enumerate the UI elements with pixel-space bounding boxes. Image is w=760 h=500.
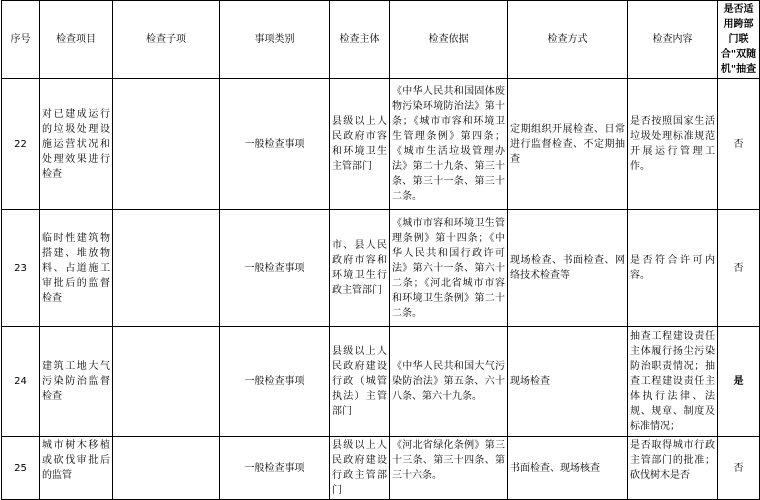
cell-basis: 《中华人民共和国固体废物污染环境防治法》第十条；《城市市容和环境卫生管理条例》第四条；《城市生活垃圾管理办法》第二十九条、第三十条、第三十一条、第三十二条。	[390, 79, 508, 210]
cell-basis: 《河北省绿化条例》第三十三条、第三十四条、第三十六条。	[390, 437, 508, 500]
header-category: 事项类别	[220, 1, 330, 79]
cell-method: 现场检查	[508, 327, 628, 437]
cell-random: 否	[718, 210, 760, 327]
cell-method: 定期组织开展检查、日常进行监督检查、不定期抽查	[508, 79, 628, 210]
cell-random: 否	[718, 437, 760, 500]
inspection-table	[1, 0, 760, 500]
cell-method: 现场检查、书面检查、网络技术检查等	[508, 210, 628, 327]
cell-subitem	[113, 437, 220, 500]
cell-item: 城市树木移植或砍伐审批后的监管	[40, 437, 113, 500]
cell-subject: 县级以上人民政府建设行政（城管执法）主管部门	[330, 327, 390, 437]
cell-content: 是否按照国家生活垃圾处理标准规范开展运行管理工作。	[628, 79, 718, 210]
header-subitem: 检查子项	[113, 1, 220, 79]
cell-category: 一般检查事项	[220, 210, 330, 327]
table-row	[2, 210, 760, 327]
cell-random: 否	[718, 79, 760, 210]
header-item: 检查项目	[40, 1, 113, 79]
cell-category: 一般检查事项	[220, 79, 330, 210]
header-method: 检查方式	[508, 1, 628, 79]
table-row	[2, 327, 760, 437]
table-header-row	[2, 1, 760, 79]
cell-seq: 22	[2, 79, 40, 210]
header-basis: 检查依据	[390, 1, 508, 79]
cell-subject: 市、县人民政府市容和环境卫生行政主管部门	[330, 210, 390, 327]
table-row	[2, 79, 760, 210]
cell-content: 是否取得城市行政主管部门的批准；砍伐树木是否	[628, 437, 718, 500]
cell-random: 是	[718, 327, 760, 437]
cell-subitem	[113, 210, 220, 327]
cell-seq: 24	[2, 327, 40, 437]
cell-item: 临时性建筑物搭建、堆放物料、占道施工审批后的监督检查	[40, 210, 113, 327]
table-row	[2, 437, 760, 500]
cell-category: 一般检查事项	[220, 327, 330, 437]
cell-content: 是否符合许可内容。	[628, 210, 718, 327]
cell-seq: 25	[2, 437, 40, 500]
header-random: 是否适用跨部门联合"双随机"抽查	[718, 1, 760, 79]
header-seq: 序号	[2, 1, 40, 79]
header-content: 检查内容	[628, 1, 718, 79]
cell-subitem	[113, 79, 220, 210]
cell-subject: 县级以上人民政府市容和环境卫生主管部门	[330, 79, 390, 210]
cell-subitem	[113, 327, 220, 437]
cell-item: 对已建成运行的垃圾处理设施运营状况和处理效果进行检查	[40, 79, 113, 210]
header-subject: 检查主体	[330, 1, 390, 79]
cell-basis: 《城市市容和环境卫生管理条例》第十四条；《中华人民共和国行政许可法》第六十一条、第六十二条；《河北省城市市容和环境卫生条例》第二十二条。	[390, 210, 508, 327]
cell-content: 抽查工程建设责任主体履行扬尘污染防治职责情况；抽查工程建设责任主体执行法律、法规、规章、制度及标准情况；	[628, 327, 718, 437]
cell-basis: 《中华人民共和国大气污染防治法》第五条、六十八条、第六十九条。	[390, 327, 508, 437]
cell-item: 建筑工地大气污染防治监督检查	[40, 327, 113, 437]
cell-category: 一般检查事项	[220, 437, 330, 500]
cell-subject: 县级以上人民政府建设行政主管部门	[330, 437, 390, 500]
cell-method: 书面检查、现场核查	[508, 437, 628, 500]
cell-seq: 23	[2, 210, 40, 327]
